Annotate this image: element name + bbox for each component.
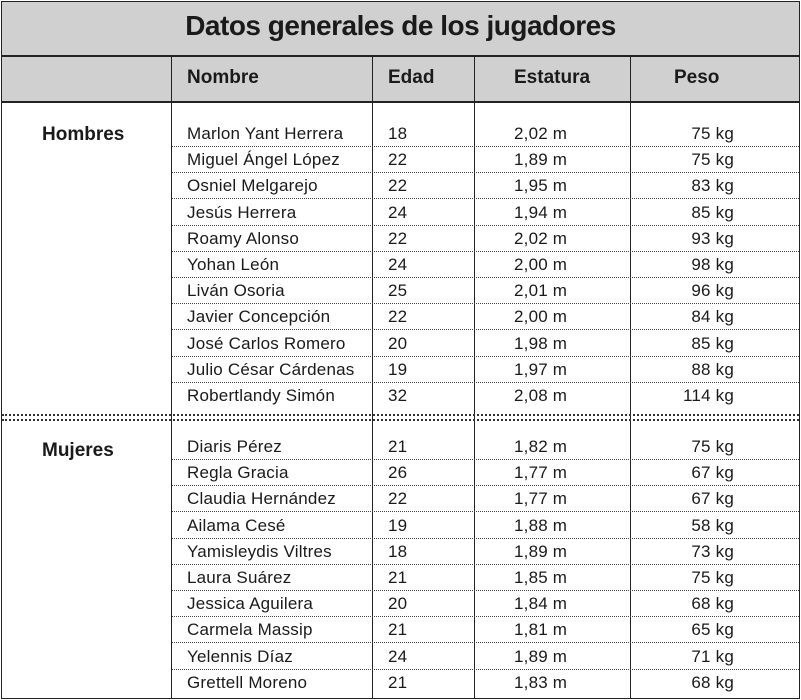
table-row — [2, 278, 799, 304]
player-age: 18 — [388, 124, 408, 143]
table-row — [2, 304, 799, 330]
player-height: 1,82 m — [514, 437, 568, 456]
group-label-hombres: Hombres — [42, 124, 125, 145]
player-height: 1,77 m — [514, 489, 568, 509]
players-table — [1, 1, 800, 699]
header-height: Estatura — [514, 67, 591, 88]
player-age: 25 — [388, 281, 408, 301]
player-height: 1,77 m — [514, 463, 568, 483]
player-age: 21 — [388, 568, 408, 587]
player-age: 19 — [388, 515, 408, 535]
player-age: 32 — [388, 386, 408, 405]
player-name: Ailama Cesé — [187, 515, 286, 535]
table-row — [2, 147, 799, 173]
player-height: 1,89 m — [514, 150, 568, 170]
player-weight: 85 kg — [691, 333, 734, 353]
player-height: 1,97 m — [514, 359, 568, 379]
player-height: 1,89 m — [514, 646, 568, 666]
player-weight: 98 kg — [691, 255, 734, 274]
table-row — [2, 617, 799, 643]
player-name: Javier Concepción — [187, 307, 331, 327]
table-row — [2, 460, 799, 486]
player-weight: 84 kg — [691, 307, 734, 327]
table-row — [2, 226, 799, 252]
player-weight: 67 kg — [691, 489, 734, 509]
player-height: 2,00 m — [514, 255, 568, 274]
player-name: Grettell Moreno — [187, 672, 308, 692]
title-bar — [2, 2, 799, 57]
player-name: Liván Osoria — [187, 281, 285, 301]
player-weight: 68 kg — [691, 594, 734, 614]
player-weight: 68 kg — [691, 672, 734, 692]
player-age: 26 — [388, 463, 408, 483]
player-height: 1,81 m — [514, 620, 568, 640]
player-name: Diaris Pérez — [187, 437, 282, 456]
player-name: Laura Suárez — [187, 568, 292, 587]
table-row — [2, 252, 799, 278]
table-row — [2, 121, 799, 147]
table-row — [2, 591, 799, 617]
player-height: 1,88 m — [514, 515, 568, 535]
table-title: Datos generales de los jugadores — [185, 10, 616, 41]
player-age: 20 — [388, 333, 408, 353]
player-weight: 88 kg — [691, 359, 734, 379]
header-name: Nombre — [187, 67, 259, 88]
player-age: 21 — [388, 437, 408, 456]
player-height: 2,02 m — [514, 228, 568, 248]
player-age: 22 — [388, 228, 408, 248]
player-weight: 75 kg — [691, 124, 734, 143]
player-weight: 67 kg — [691, 463, 734, 483]
player-weight: 85 kg — [691, 202, 734, 222]
player-name: Jessica Aguilera — [187, 594, 314, 614]
player-name: Yelennis Díaz — [187, 646, 293, 666]
table-row — [2, 565, 799, 591]
player-age: 24 — [388, 646, 408, 666]
player-height: 1,85 m — [514, 568, 568, 587]
player-name: Robertlandy Simón — [187, 386, 335, 405]
player-name: Marlon Yant Herrera — [187, 124, 344, 143]
player-age: 21 — [388, 672, 408, 692]
table-row — [2, 670, 799, 696]
group-label-mujeres: Mujeres — [42, 440, 114, 461]
player-age: 24 — [388, 255, 408, 274]
player-name: Yohan León — [187, 255, 280, 274]
player-name: Carmela Massip — [187, 620, 313, 640]
player-height: 2,02 m — [514, 124, 568, 143]
player-height: 1,89 m — [514, 541, 568, 561]
player-name: Jesús Herrera — [187, 202, 297, 222]
player-weight: 83 kg — [691, 176, 734, 196]
header-weight: Peso — [674, 67, 720, 88]
player-weight: 96 kg — [691, 281, 734, 301]
table-row — [2, 486, 799, 512]
player-age: 22 — [388, 150, 408, 170]
table-row — [2, 173, 799, 199]
table-row — [2, 539, 799, 565]
player-age: 21 — [388, 620, 408, 640]
header-age: Edad — [388, 67, 435, 88]
player-name: Claudia Hernández — [187, 489, 336, 509]
player-name: Regla Gracia — [187, 463, 289, 483]
player-height: 1,83 m — [514, 672, 568, 692]
section-divider — [2, 414, 799, 421]
table-row — [2, 434, 799, 460]
player-age: 24 — [388, 202, 408, 222]
player-height: 2,00 m — [514, 307, 568, 327]
player-weight: 75 kg — [691, 437, 734, 456]
table-row — [2, 383, 799, 409]
player-weight: 58 kg — [691, 515, 734, 535]
player-age: 18 — [388, 541, 408, 561]
player-age: 19 — [388, 359, 408, 379]
player-height: 2,08 m — [514, 386, 568, 405]
player-height: 1,98 m — [514, 333, 568, 353]
table-row — [2, 513, 799, 539]
header-row — [2, 57, 799, 103]
table-row — [2, 331, 799, 357]
player-age: 22 — [388, 307, 408, 327]
player-weight: 75 kg — [691, 150, 734, 170]
table-row — [2, 200, 799, 226]
player-name: Osniel Melgarejo — [187, 176, 318, 196]
player-weight: 114 kg — [683, 386, 734, 405]
table-row — [2, 357, 799, 383]
player-age: 20 — [388, 594, 408, 614]
player-weight: 73 kg — [691, 541, 734, 561]
player-name: José Carlos Romero — [187, 333, 346, 353]
player-weight: 93 kg — [691, 228, 734, 248]
player-weight: 65 kg — [691, 620, 734, 640]
player-weight: 71 kg — [691, 646, 734, 666]
player-weight: 75 kg — [691, 568, 734, 587]
player-age: 22 — [388, 489, 408, 509]
player-height: 1,95 m — [514, 176, 568, 196]
player-height: 2,01 m — [514, 281, 568, 301]
player-height: 1,94 m — [514, 202, 568, 222]
player-height: 1,84 m — [514, 594, 568, 614]
player-name: Miguel Ángel López — [187, 150, 340, 170]
player-name: Yamisleydis Viltres — [187, 541, 332, 561]
player-name: Julio César Cárdenas — [187, 359, 355, 379]
table-row — [2, 644, 799, 670]
player-name: Roamy Alonso — [187, 228, 300, 248]
player-age: 22 — [388, 176, 408, 196]
